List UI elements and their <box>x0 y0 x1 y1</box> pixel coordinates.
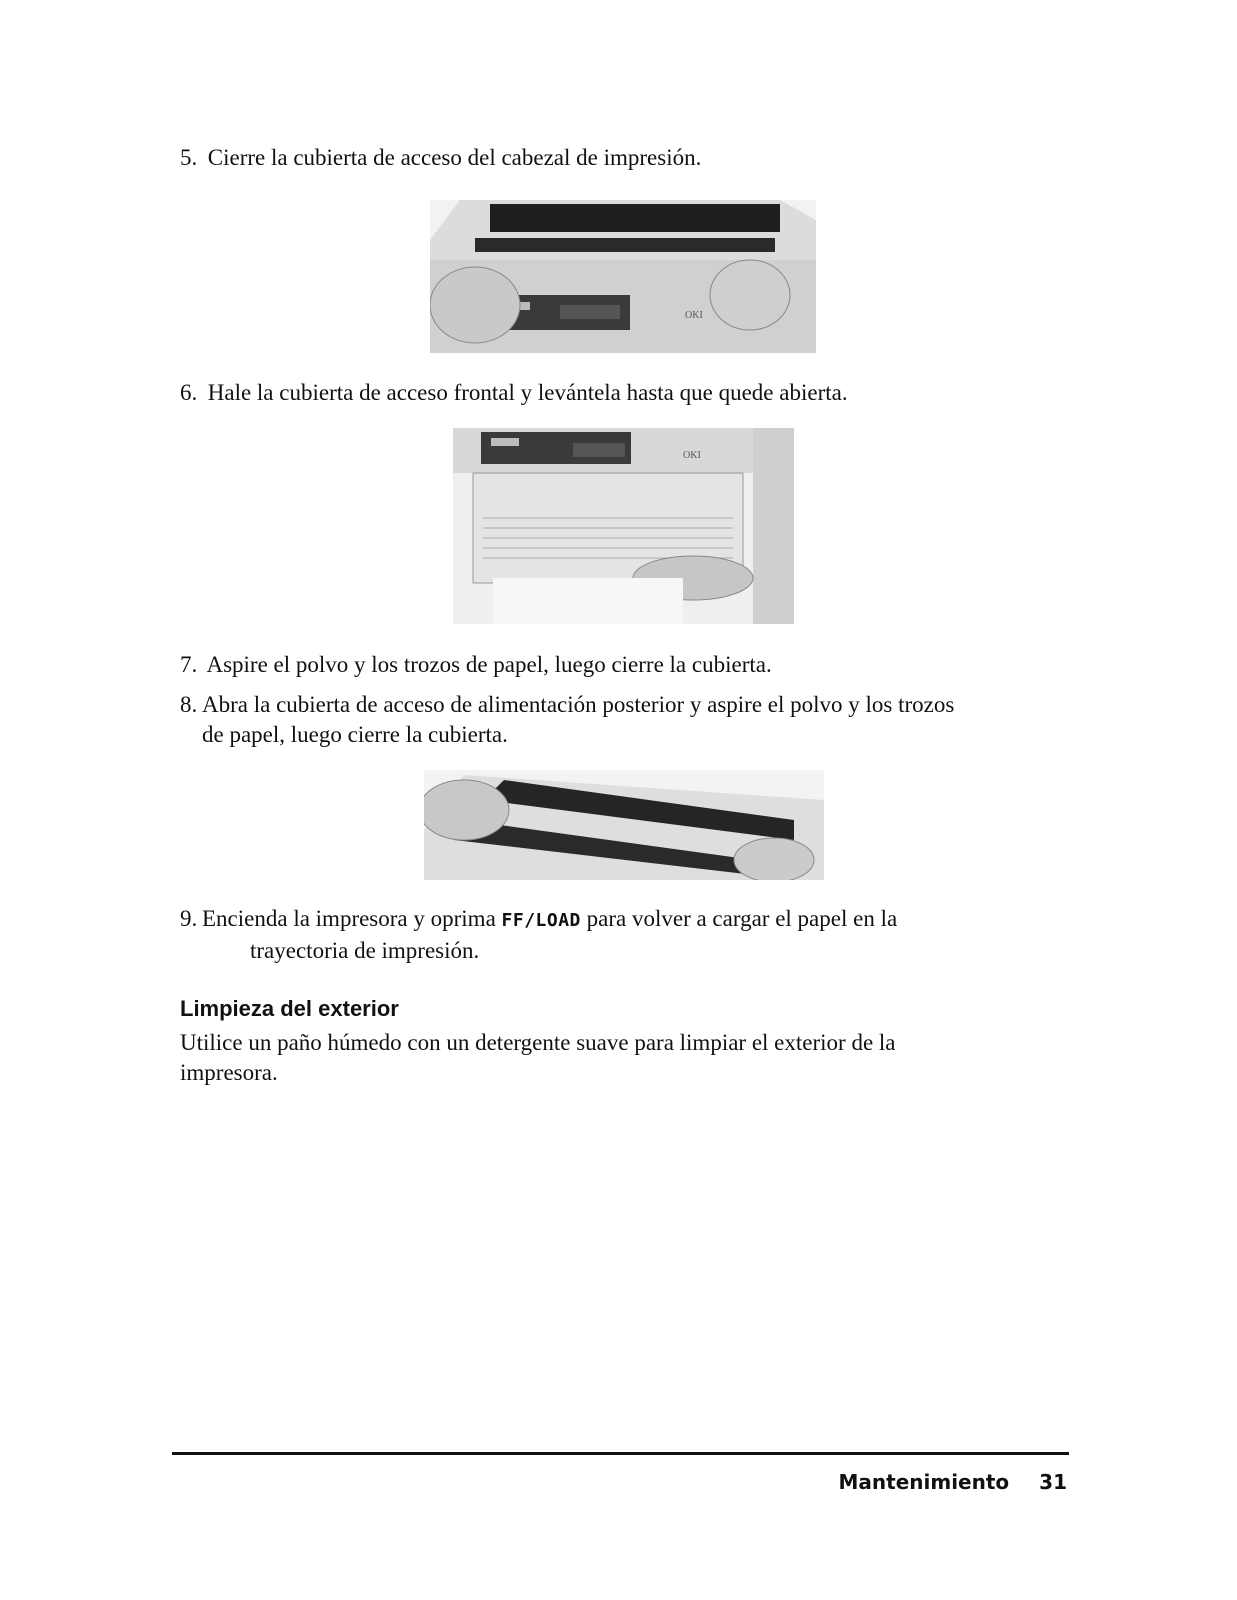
page-number: 31 <box>1039 1470 1067 1494</box>
step-7 <box>180 650 1060 680</box>
photo-rear-feed-cover <box>424 770 824 880</box>
step-text: Abra la cubierta de acceso de alimentación posterior y aspire el polvo y los trozos <box>202 692 955 717</box>
step-text: Aspire el polvo y los trozos de papel, luego cierre la cubierta. <box>206 652 772 677</box>
step-9 <box>180 904 1060 966</box>
step-text-continued: de papel, luego cierre la cubierta. <box>202 722 508 747</box>
step-text-after: para volver a cargar el papel en la <box>586 906 898 931</box>
page-footer <box>839 1470 1068 1494</box>
printer-logo: OKI <box>685 310 703 321</box>
section-heading: Limpieza del exterior <box>180 996 399 1021</box>
photo-close-printhead-cover <box>430 200 816 353</box>
step-8 <box>180 690 1060 750</box>
paragraph-line-2: impresora. <box>180 1060 278 1085</box>
step-text-continued: trayectoria de impresión. <box>250 938 480 963</box>
step-text: Cierre la cubierta de acceso del cabezal de impresión. <box>207 145 702 170</box>
photo-lift-front-cover <box>453 428 794 624</box>
step-number: 7. <box>180 652 198 677</box>
step-number: 6. <box>180 380 198 405</box>
step-number: 9. <box>180 906 198 931</box>
paragraph-line-1: Utilice un paño húmedo con un detergente suave para limpiar el exterior de la <box>180 1030 896 1055</box>
footer-rule <box>172 1452 1069 1455</box>
step-6 <box>180 378 1060 408</box>
ff-load-key: FF/LOAD <box>501 910 581 931</box>
step-number: 5. <box>180 145 198 170</box>
step-number: 8. <box>180 692 198 717</box>
chapter-title: Mantenimiento <box>838 1470 1010 1494</box>
step-text: Hale la cubierta de acceso frontal y levántela hasta que quede abierta. <box>207 380 848 405</box>
step-5 <box>180 143 1060 173</box>
section-paragraph <box>180 1028 1040 1088</box>
printer-logo: OKI <box>683 450 701 461</box>
step-text: Encienda la impresora y oprima <box>202 906 496 931</box>
